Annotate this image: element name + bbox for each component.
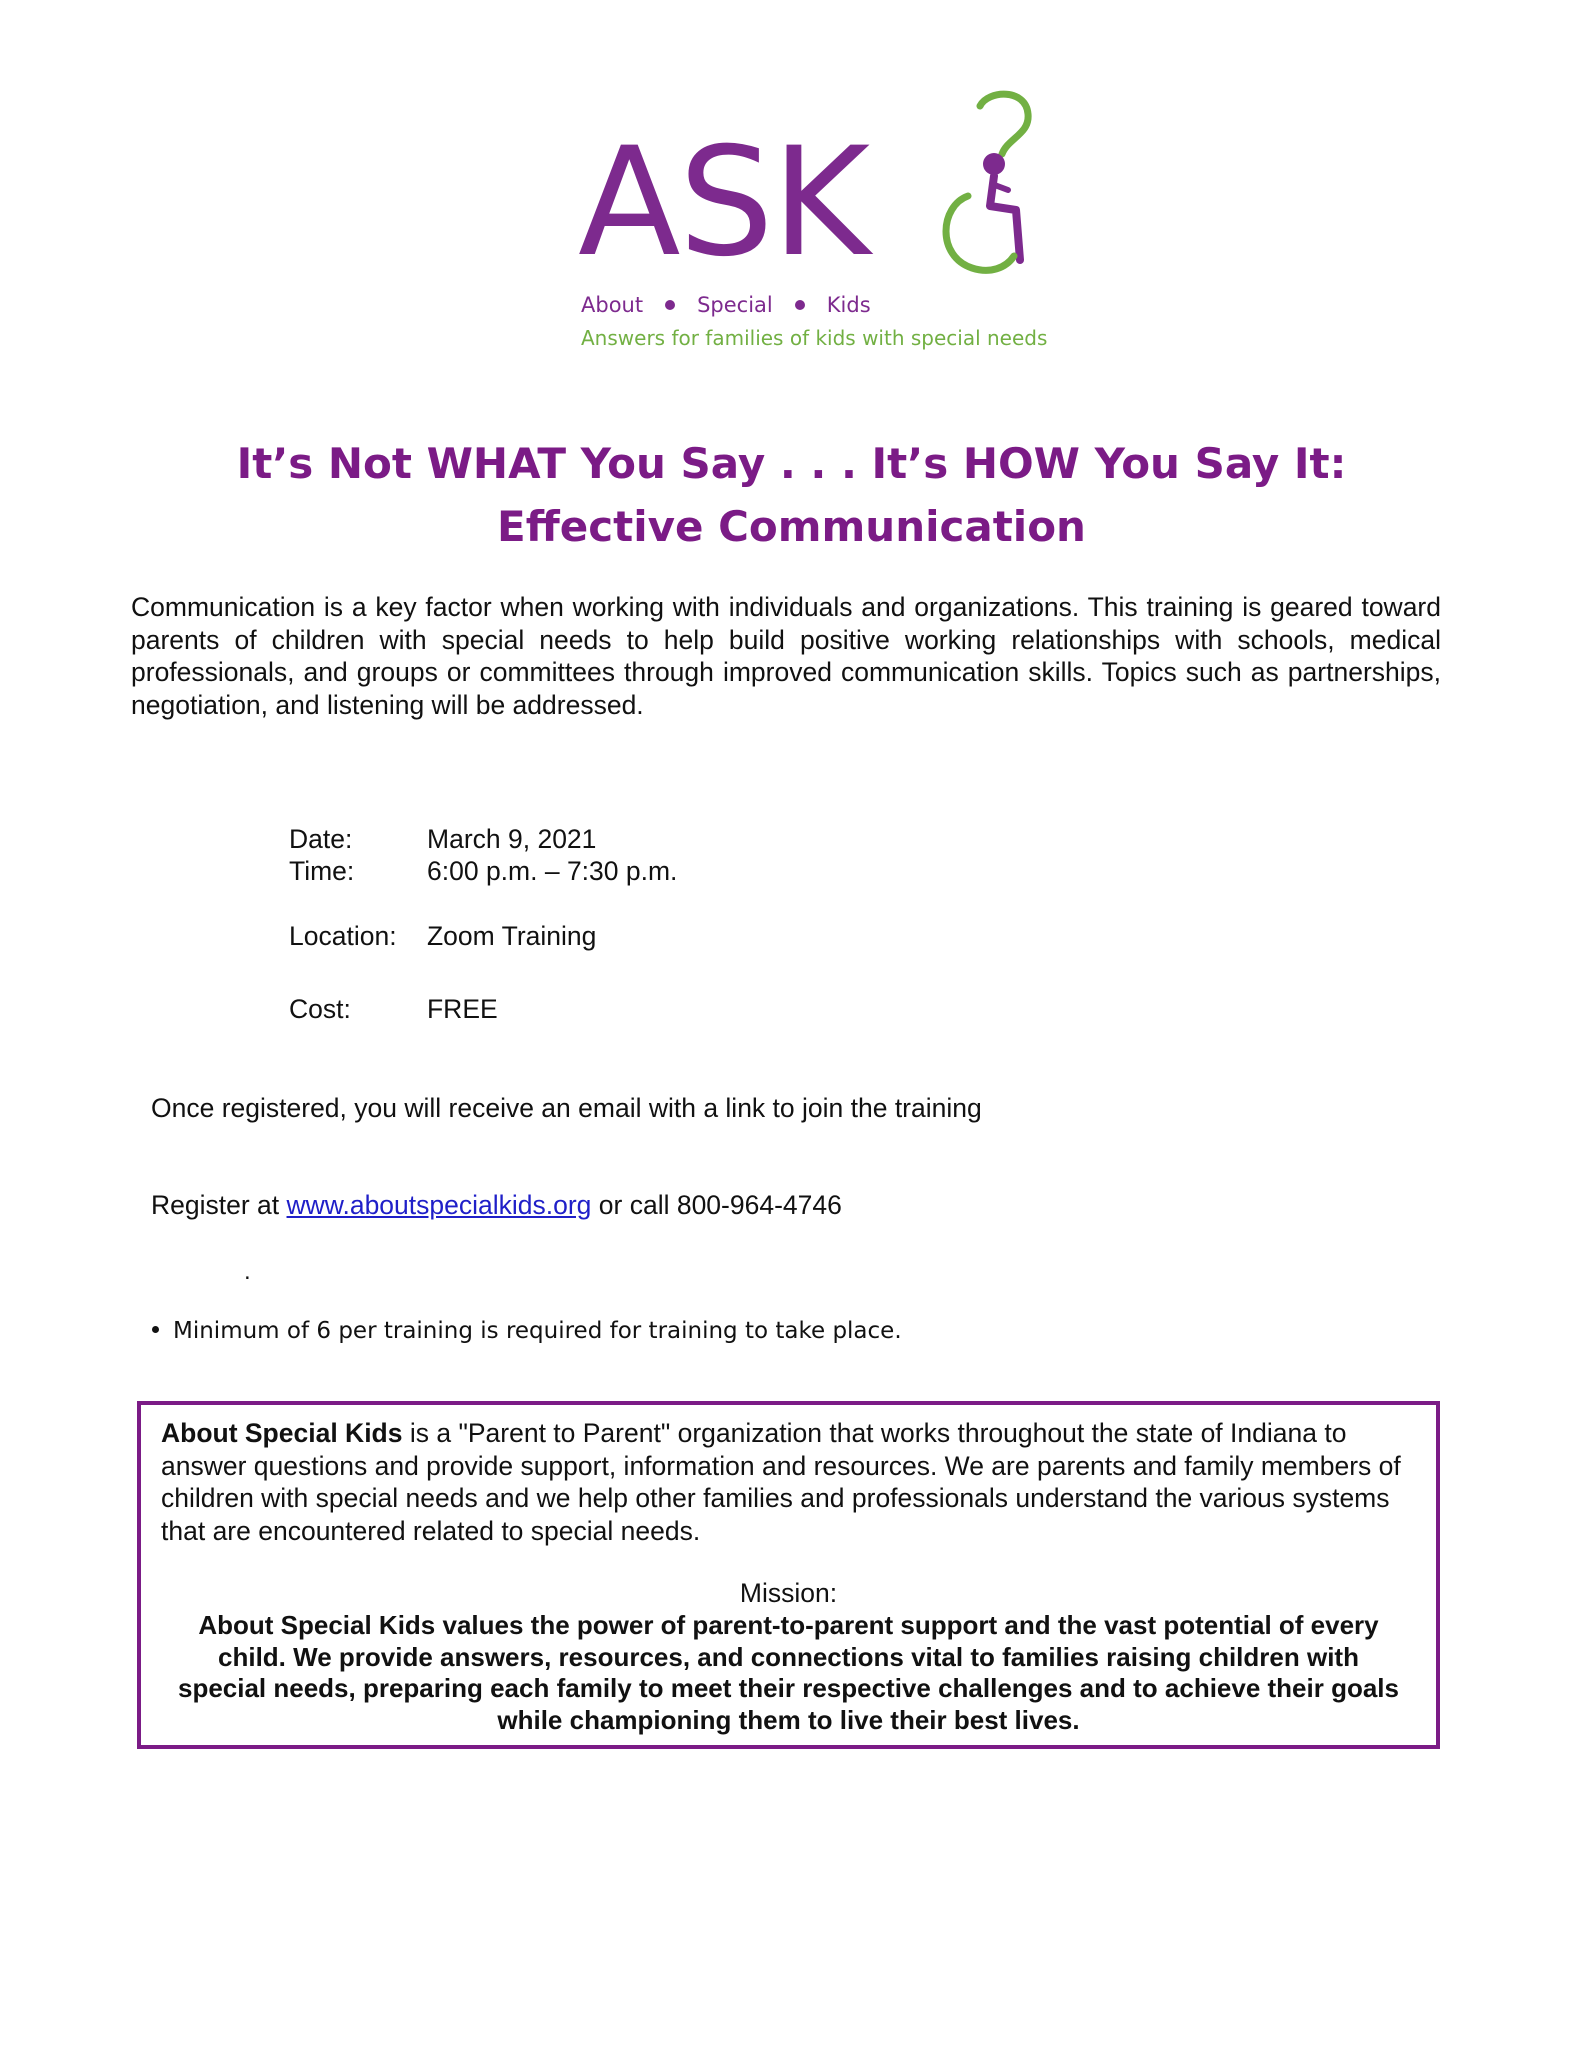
location-value: Zoom Training — [427, 921, 597, 951]
dot-icon — [665, 300, 675, 310]
about-description-text: is a "Parent to Parent" organization that works throughout the state of Indiana to answer questions and provide support, information and resources. We are parents and family members of children with special needs and we help other families and professionals understand the various systems that are encountered related to special needs. — [161, 1418, 1401, 1546]
logo-wordmark: ASK — [578, 116, 869, 290]
title-line-1: It’s Not WHAT You Say . . . It’s HOW You Say It: — [236, 439, 1347, 488]
date-value: March 9, 2021 — [427, 824, 597, 854]
mission-heading: Mission: — [739, 1578, 838, 1608]
dot-icon — [795, 300, 805, 310]
bullet-text: Minimum of 6 per training is required for training to take place. — [173, 1318, 902, 1344]
register-prefix: Register at — [151, 1190, 287, 1220]
ask-logo — [578, 88, 1048, 358]
title-line-2: Effective Communication — [497, 502, 1086, 551]
logo-acronym-about: About — [581, 293, 644, 317]
register-suffix: or call 800-964-4746 — [591, 1190, 842, 1220]
about-box — [137, 1401, 1440, 1749]
logo-acronym-special: Special — [697, 293, 773, 317]
page-title — [0, 432, 1583, 558]
stray-mark: . — [244, 1258, 251, 1285]
cost-label: Cost: — [289, 994, 351, 1024]
logo-acronym-kids: Kids — [826, 293, 871, 317]
registration-note: Once registered, you will receive an email with a link to join the training — [151, 1093, 982, 1123]
date-label: Date: — [289, 824, 353, 854]
intro-paragraph: Communication is a key factor when working with individuals and organizations. This training is geared toward parents of children with special needs to help build positive working relationships with schools, medical professionals, and groups or committees through improved communication skills. Topics such as partnerships, negotiation, and listening will be addressed. — [131, 592, 1441, 720]
about-description — [161, 1417, 1423, 1547]
about-org-name: About Special Kids — [161, 1418, 403, 1448]
location-label: Location: — [289, 921, 397, 951]
logo-acronym — [581, 293, 871, 317]
bullet-icon — [152, 1326, 159, 1333]
cost-value: FREE — [427, 994, 498, 1024]
time-value: 6:00 p.m. – 7:30 p.m. — [427, 856, 678, 886]
minimum-requirement-bullet — [152, 1318, 902, 1344]
register-line — [151, 1190, 842, 1221]
time-label: Time: — [289, 856, 355, 886]
mission-text: About Special Kids values the power of parent-to-parent support and the vast potential of every child. We provide answers, resources, and connections vital to families raising children with special needs, preparing each family to meet their respective challenges and to achieve their goals while championing them to live their best lives. — [177, 1610, 1399, 1735]
wheelchair-question-mark-icon — [928, 88, 1038, 278]
logo-tagline: Answers for families of kids with special needs — [581, 326, 1048, 350]
website-link[interactable]: www.aboutspecialkids.org — [286, 1190, 592, 1220]
